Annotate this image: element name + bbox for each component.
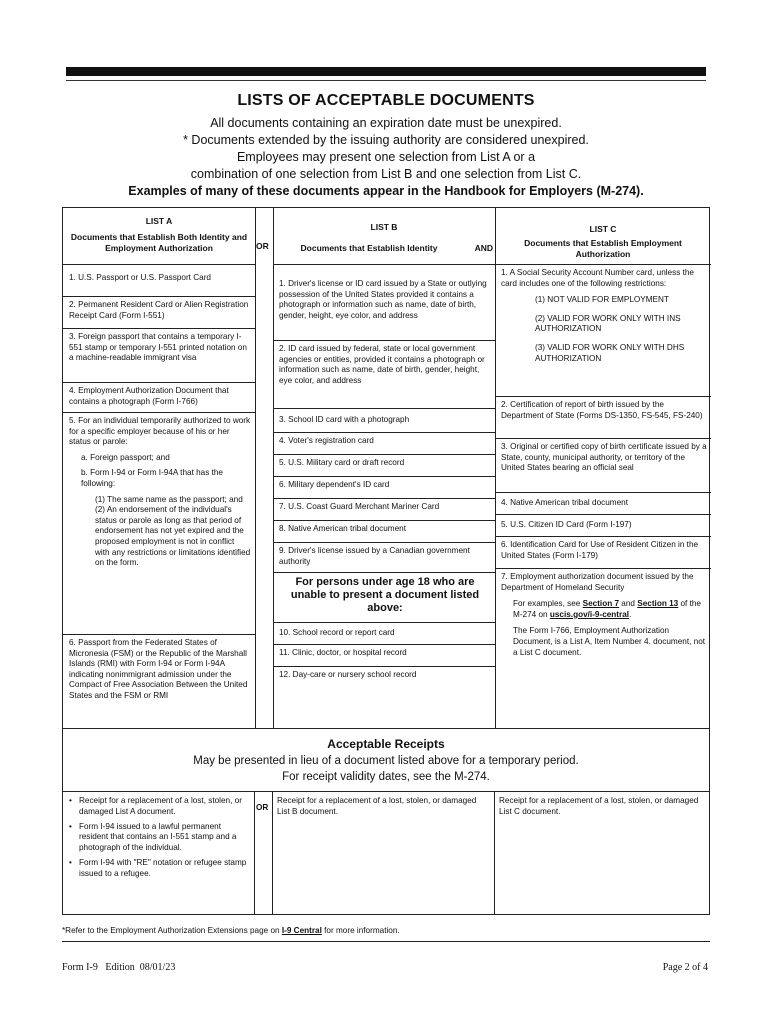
list-c-item-2: 2. Certification of report of birth issued by the Department of State (Forms DS-1350, FS-545, FS-240) (495, 396, 711, 438)
list-b-item-2: 2. ID card issued by federal, state or local government agencies or entities, provided it contains a photograph or information such as name, date of birth, gender, height, eye color, and address (273, 340, 495, 408)
list-a-item-5 (63, 412, 255, 634)
receipts-list-b: Receipt for a replacement of a lost, stolen, or damaged List B document. (273, 791, 495, 914)
examples-and: and (619, 599, 638, 609)
footnote-prefix: *Refer to the Employment Authorization Extensions page on (62, 926, 282, 935)
list-b-desc: Documents that Establish Identity (300, 243, 438, 253)
list-c-item-1-text: 1. A Social Security Account Number card, unless the card includes one of the following restrictions: (501, 268, 694, 288)
list-b-item-10: 10. School record or report card (273, 622, 495, 644)
header-line-2: * Documents extended by the issuing authority are considered unexpired. (183, 133, 589, 147)
under-18-notice: For persons under age 18 who are unable to present a document listed above: (273, 572, 495, 622)
list-c-restriction-2: (2) VALID FOR WORK ONLY WITH INS AUTHORIZATION (535, 313, 681, 334)
list-a-column (63, 208, 256, 728)
or-column (255, 208, 274, 728)
footnote (62, 926, 400, 935)
list-b-item-12: 12. Day-care or nursery school record (273, 666, 495, 688)
list-c-item-3: 3. Original or certified copy of birth certificate issued by a State, county, municipal authority, or territory of the United States bearing an official seal (495, 438, 711, 492)
list-c-item-7-text: 7. Employment authorization document issued by the Department of Homeland Security (501, 572, 694, 592)
list-c-item-5: 5. U.S. Citizen ID Card (Form I-197) (495, 514, 711, 536)
receipt-a-1: • Receipt for a replacement of a lost, stolen, or damaged List A document. (67, 796, 250, 818)
receipts-line-2: For receipt validity dates, see the M-274. (282, 771, 490, 783)
examples-dot: . (629, 609, 632, 619)
list-b-item-8: 8. Native American tribal document (273, 520, 495, 542)
list-c-desc: Documents that Establish Employment Authorization (524, 238, 682, 259)
page-number: Page 2 of 4 (662, 962, 708, 973)
section-7-link[interactable]: Section 7 (582, 599, 620, 609)
receipt-a-3: • Form I-94 with "RE" notation or refugee stamp issued to a refugee. (67, 858, 250, 880)
list-c-restriction-1: (1) NOT VALID FOR EMPLOYMENT (535, 295, 669, 305)
list-b-column (273, 208, 496, 728)
list-c-item-4: 4. Native American tribal document (495, 492, 711, 514)
list-b-item-5: 5. U.S. Military card or draft record (273, 454, 495, 476)
top-thin-rule (66, 80, 706, 81)
list-c-column (495, 208, 711, 728)
list-a-item-5b: b. Form I-94 or Form I-94A that has the following: (81, 468, 223, 488)
list-c-header (495, 224, 711, 260)
top-rule (66, 67, 706, 76)
documents-table (62, 207, 710, 729)
header-line-4: combination of one selection from List B and one selection from List C. (190, 167, 582, 181)
and-connector: AND (474, 243, 493, 253)
section-13-link[interactable]: Section 13 (637, 599, 679, 609)
header-line-5: Examples of many of these documents appear in the Handbook for Employers (M-274). (128, 184, 644, 198)
list-c-name: LIST C (589, 224, 617, 234)
i9-central-link[interactable]: I-9 Central (281, 926, 322, 935)
examples-prefix: For examples, see (513, 599, 583, 609)
list-b-item-1: 1. Driver's license or ID card issued by a State or outlying possession of the United States provided it contains a photograph or information such as name, date of birth, gender, height, eye color, and address (273, 264, 495, 340)
list-a-item-4: 4. Employment Authorization Document that contains a photograph (Form I-766) (63, 382, 255, 412)
list-a-name: LIST A (145, 216, 173, 226)
list-b-item-11: 11. Clinic, doctor, or hospital record (273, 644, 495, 666)
list-c-item-1 (495, 264, 711, 396)
list-b-item-7: 7. U.S. Coast Guard Merchant Mariner Card (273, 498, 495, 520)
list-a-item-5a: a. Foreign passport; and (81, 452, 170, 462)
receipts-title: Acceptable Receipts (327, 737, 445, 751)
list-b-item-6: 6. Military dependent's ID card (273, 476, 495, 498)
list-c-item-6: 6. Identification Card for Use of Resident Citizen in the United States (Form I-179) (495, 536, 711, 568)
list-a-desc: Documents that Establish Both Identity and Employment Authorization (70, 232, 248, 253)
uscis-link[interactable]: uscis.gov/i-9-central (549, 609, 630, 619)
receipts-header (63, 729, 709, 792)
or-connector: OR (256, 241, 269, 251)
list-a-header (63, 216, 255, 254)
header-line-3: Employees may present one selection from List A or a (236, 150, 536, 164)
list-b-item-3: 3. School ID card with a photograph (273, 408, 495, 432)
form-edition: Form I-9 Edition 08/01/23 (62, 962, 176, 973)
header-line-1: All documents containing an expiration date must be unexpired. (210, 116, 562, 130)
list-a-item-1: 1. U.S. Passport or U.S. Passport Card (63, 264, 255, 296)
list-c-item-7-note: The Form I-766, Employment Authorization Document, is a List A, Item Number 4. document, not a List C document. (513, 626, 706, 657)
list-a-item-3: 3. Foreign passport that contains a temporary I-551 stamp or temporary I-551 printed notation on a machine-readable immigrant visa (63, 328, 255, 382)
list-c-item-7 (495, 568, 711, 728)
list-a-item-6: 6. Passport from the Federated States of Micronesia (FSM) or the Republic of the Marshall Islands (RMI) with Form I-94 or Form I-94A indicating nonimmigrant admission under the Compact of Free Association Between the United States and the FSM or RMI (63, 634, 255, 728)
examples-mid: of the M-274 on (513, 599, 701, 619)
list-b-name: LIST B (370, 222, 398, 232)
page-header (66, 92, 706, 200)
list-a-item-2: 2. Permanent Resident Card or Alien Registration Receipt Card (Form I-551) (63, 296, 255, 328)
list-b-item-4: 4. Voter's registration card (273, 432, 495, 454)
list-a-item-5b-1: (1) The same name as the passport; and (95, 494, 243, 504)
list-a-item-5-text: 5. For an individual temporarily authorized to work for a specific employer because of his or her status or parole: (69, 416, 251, 447)
page-title: LISTS OF ACCEPTABLE DOCUMENTS (237, 92, 535, 109)
receipt-a-2: • Form I-94 issued to a lawful permanent resident that contains an I-551 stamp and a photograph of the individual. (67, 822, 250, 854)
list-b-item-9: 9. Driver's license issued by a Canadian government authority (273, 542, 495, 572)
acceptable-receipts (62, 729, 710, 915)
receipts-list-a (63, 791, 255, 914)
list-a-item-5b-2: (2) An endorsement of the individual's status or parole as long as that period of endorsement has not yet expired and the proposed employment is not in conflict with any restrictions or limitations identified on the form. (95, 505, 251, 568)
footnote-suffix: for more information. (321, 926, 400, 935)
footer-rule (62, 941, 710, 942)
receipts-list-c: Receipt for a replacement of a lost, stolen, or damaged List C document. (499, 796, 699, 816)
list-c-item-7-examples (501, 599, 707, 620)
receipts-or: OR (255, 791, 273, 914)
receipts-line-1: May be presented in lieu of a document listed above for a temporary period. (193, 755, 579, 767)
list-c-restriction-3: (3) VALID FOR WORK ONLY WITH DHS AUTHORIZATION (535, 342, 685, 363)
